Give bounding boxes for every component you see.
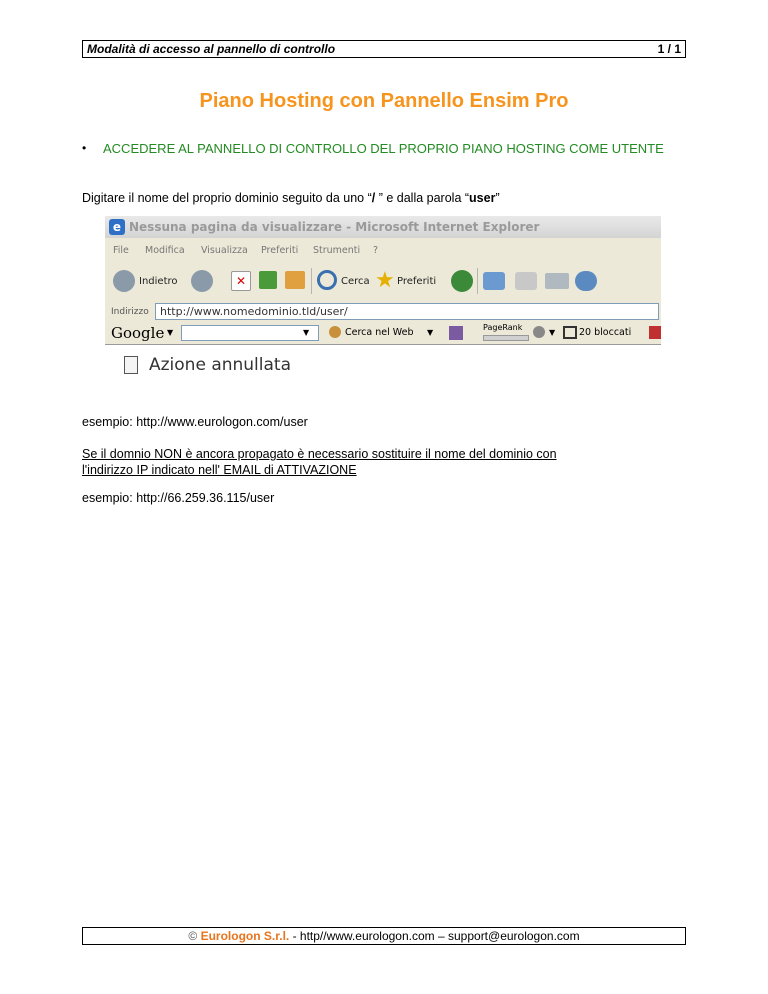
chevron-down-icon[interactable]: ▼ xyxy=(549,328,556,337)
window-title: Nessuna pagina da visualizzare - Microsoft Internet Explorer xyxy=(129,220,540,234)
forward-arrow-icon[interactable] xyxy=(191,270,213,292)
info-icon[interactable] xyxy=(533,326,545,338)
intro-user: user xyxy=(469,191,496,205)
dropdown-arrow-icon[interactable]: ▼ xyxy=(303,328,310,337)
back-label[interactable]: Indietro xyxy=(139,276,178,287)
address-input[interactable]: http://www.nomedominio.tld/user/ xyxy=(155,303,659,320)
chevron-down-icon[interactable]: ▼ xyxy=(167,328,174,337)
note-line-2: l'indirizzo IP indicato nell' EMAIL di ATTIVAZIONE xyxy=(82,463,357,477)
popup-blocker-icon[interactable] xyxy=(563,326,577,339)
news-icon[interactable] xyxy=(449,326,463,340)
mail-icon[interactable] xyxy=(483,272,505,290)
google-search-input[interactable] xyxy=(181,325,319,341)
search-icon[interactable] xyxy=(317,270,337,290)
toolbar-separator xyxy=(477,268,478,294)
messenger-icon[interactable] xyxy=(575,271,597,291)
google-toolbar xyxy=(105,322,661,344)
blocked-count: 20 bloccati xyxy=(579,327,632,338)
document-title: Piano Hosting con Pannello Ensim Pro xyxy=(199,90,569,112)
company-name: Eurologon S.r.l. xyxy=(200,929,290,943)
example-ip: esempio: http://66.259.36.115/user xyxy=(82,491,275,505)
menu-visualizza[interactable]: Visualizza xyxy=(201,245,248,256)
toolbar-separator xyxy=(311,268,312,294)
footer-contact: - http//www.eurologon.com – support@eurologon.com xyxy=(289,929,580,943)
copyright-symbol: © xyxy=(188,929,198,943)
options-icon[interactable] xyxy=(649,326,661,339)
address-bar xyxy=(105,302,661,322)
favorites-label[interactable]: Preferiti xyxy=(397,276,437,287)
google-logo[interactable]: Google xyxy=(111,324,165,342)
search-label[interactable]: Cerca xyxy=(341,276,370,287)
history-icon[interactable] xyxy=(451,270,473,292)
browser-toolbar xyxy=(105,264,661,298)
refresh-icon[interactable] xyxy=(259,271,277,289)
print-icon[interactable] xyxy=(515,272,537,290)
menu-file[interactable]: File xyxy=(113,245,129,256)
bullet-symbol: • xyxy=(82,141,87,155)
menu-help[interactable]: ? xyxy=(373,245,379,256)
browser-titlebar xyxy=(105,216,661,238)
edit-icon[interactable] xyxy=(545,273,569,289)
menu-preferiti[interactable]: Preferiti xyxy=(261,245,299,256)
stop-icon[interactable]: ✕ xyxy=(231,271,251,291)
page-header xyxy=(82,40,686,58)
back-arrow-icon[interactable] xyxy=(113,270,135,292)
address-label: Indirizzo xyxy=(111,307,149,317)
note-line-1: Se il domnio NON è ancora propagato è necessario sostituire il nome del dominio con xyxy=(82,447,557,461)
intro-paragraph xyxy=(82,190,500,206)
document-icon xyxy=(124,356,138,374)
google-search-icon[interactable] xyxy=(329,326,341,338)
page-number: 1 / 1 xyxy=(657,42,681,56)
intro-after: ” xyxy=(495,191,500,205)
header-title: Modalità di accesso al pannello di controllo xyxy=(87,42,336,56)
example-url: esempio: http://www.eurologon.com/user xyxy=(82,415,308,429)
ie-logo-icon: e xyxy=(109,219,125,235)
pagerank-label: PageRank xyxy=(483,323,523,332)
menu-bar xyxy=(105,240,661,260)
home-icon[interactable] xyxy=(285,271,305,289)
intro-slash: / xyxy=(371,191,376,205)
bullet-text: ACCEDERE AL PANNELLO DI CONTROLLO DEL PROPRIO PIANO HOSTING COME UTENTE xyxy=(103,141,664,156)
browser-screenshot xyxy=(105,216,661,375)
page-message: Azione annullata xyxy=(149,355,292,375)
google-search-button[interactable]: Cerca nel Web xyxy=(345,327,414,338)
menu-strumenti[interactable]: Strumenti xyxy=(313,245,361,256)
browser-content xyxy=(105,344,661,375)
intro-middle: ” e dalla parola “ xyxy=(375,191,470,205)
chevron-down-icon[interactable]: ▼ xyxy=(427,328,434,337)
intro-before: Digitare il nome del proprio dominio seguito da uno “ xyxy=(82,191,372,205)
menu-modifica[interactable]: Modifica xyxy=(145,245,185,256)
star-icon[interactable]: ★ xyxy=(375,268,395,293)
pagerank-bar xyxy=(483,335,529,341)
page-footer xyxy=(82,927,686,945)
